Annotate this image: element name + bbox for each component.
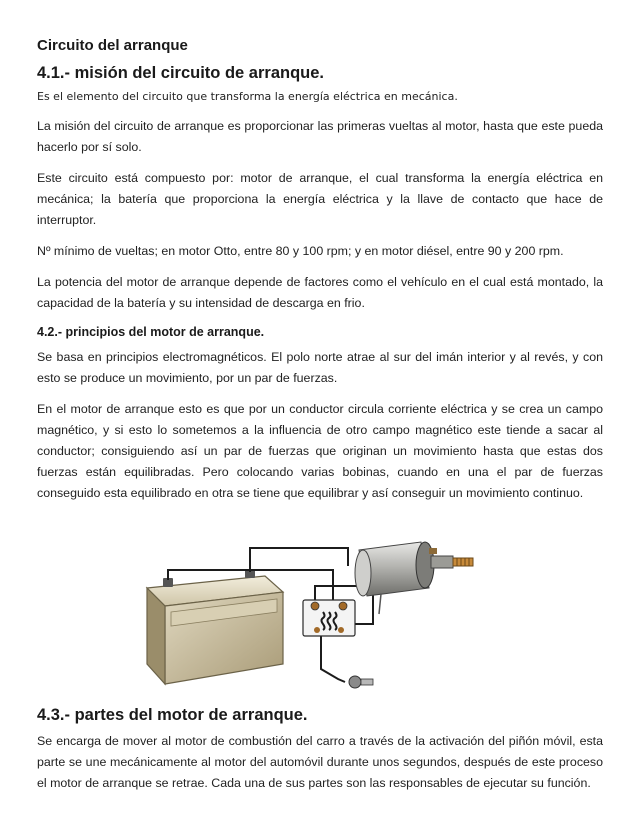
relay-switch-icon [303, 600, 355, 636]
document-content [37, 36, 603, 804]
battery-icon [147, 569, 283, 684]
starter-circuit-illustration [133, 514, 489, 694]
document-title: Circuito del arranque [37, 37, 188, 54]
paragraph: La misión del circuito de arranque es proporcionar las primeras vueltas al motor, hasta que este pueda hacerlo por sí solo. [37, 119, 603, 154]
paragraph: Nº mínimo de vueltas; en motor Otto, entre 80 y 100 rpm; y en motor diésel, entre 90 y 200 rpm. [37, 244, 564, 258]
paragraph: Se encarga de mover al motor de combustión del carro a través de la activación del piñón móvil, esta parte se une mecánicamente al motor del automóvil durante unos segundos, después de este proceso el motor de arranque se retrae. Cada una de sus partes son las responsables de ejecutar su función. [37, 734, 603, 790]
section-4-1-lead: Es el elemento del circuito que transforma la energía eléctrica en mecánica. [37, 90, 458, 103]
paragraph: En el motor de arranque esto es que por un conductor circula corriente eléctrica y se crea un campo magnético, y si esto lo sometemos a la influencia de otro campo magnético este tiende a sacar al conductor; consiguiendo así un par de fuerzas que originan un movimiento hasta que estas dos fuerzas están equilibradas. Pero colocando varias bobinas, cuando en una el par de fuerzas conseguido esta equilibrado en otra se tiene que equilibrar y así conseguir un movimiento continuo. [37, 402, 603, 500]
paragraph: La potencia del motor de arranque depende de factores como el vehículo en el cual está montado, la capacidad de la batería y su intensidad de descarga en frio. [37, 275, 603, 310]
starter-circuit-figure [133, 514, 489, 694]
ignition-key-icon [349, 676, 373, 688]
section-4-1-heading: 4.1.- misión del circuito de arranque. [37, 64, 324, 82]
paragraph: Se basa en principios electromagnéticos. El polo norte atrae al sur del imán interior y al revés, y con esto se produce un movimiento, por un par de fuerzas. [37, 350, 603, 385]
paragraph: Este circuito está compuesto por: motor de arranque, el cual transforma la energía eléctrica en mecánica; la batería que proporciona la energía eléctrica y la llave de contacto que hace de interruptor. [37, 171, 603, 227]
section-4-2-heading: 4.2.- principios del motor de arranque. [37, 325, 265, 339]
section-4-3-heading: 4.3.- partes del motor de arranque. [37, 706, 308, 724]
